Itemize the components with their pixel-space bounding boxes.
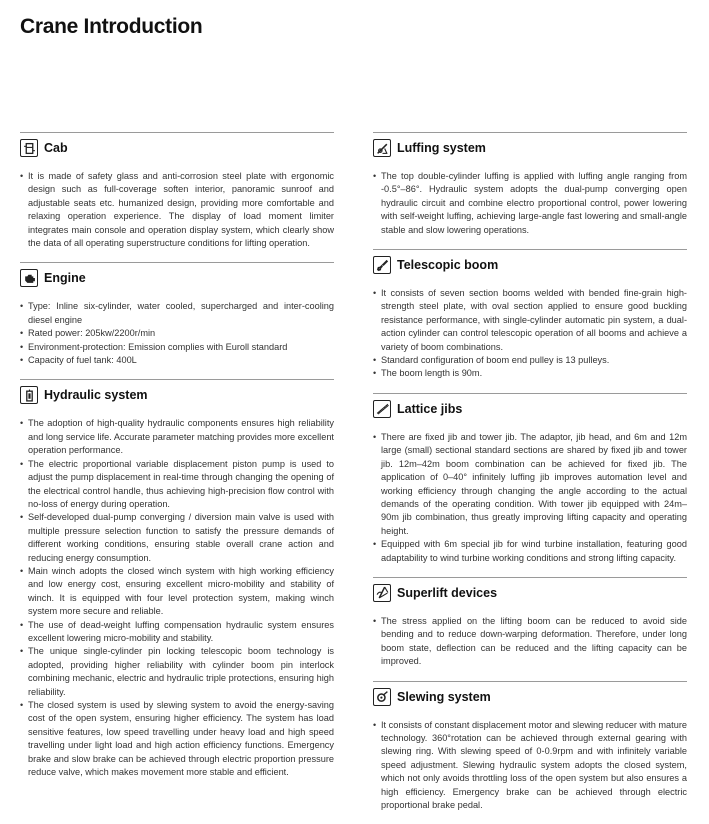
telescopic-boom-icon	[373, 256, 391, 274]
section-cab	[20, 132, 334, 254]
section-body	[373, 423, 687, 569]
section-title: Cab	[44, 141, 68, 155]
luffing-icon	[373, 139, 391, 157]
bullet-item: • The boom length is 90m.	[373, 367, 687, 380]
section-header	[373, 685, 687, 709]
section-header	[373, 581, 687, 605]
section-title: Telescopic boom	[397, 258, 499, 273]
section-title: Lattice jibs	[397, 401, 463, 416]
section-body	[373, 279, 687, 385]
section-engine	[20, 262, 334, 371]
section-body	[373, 162, 687, 241]
bullet-item: • It consists of seven section booms welded with bended fine-grain high-strength steel plate, with oval section applied to ensure good buckling resistance performance, with single-cylinder automatic pin system, a dual-action cylinder can control telescopic operation of all booms and achieve a variety of boom combinations.	[373, 287, 687, 354]
bullet-item: • Rated power: 205kw/2200r/min	[20, 327, 334, 340]
superlift-icon	[373, 584, 391, 602]
bullet-item: • The adoption of high-quality hydraulic components ensures high reliability and long service life. Accurate parameter matching provides more excellent operation performance.	[20, 417, 334, 457]
section-title: Superlift devices	[397, 585, 498, 600]
section-title: Luffing system	[397, 141, 486, 155]
section-body	[373, 711, 687, 817]
bullet-item: • The closed system is used by slewing system to avoid the energy-saving cost of the open system, ensuring higher efficiency. The system has load sensitive features, low speed travelling under heavy load and high speed travelling under light load and high action efficiency functions. Emergency brake and slow brake can be achieved through electric proportion pressure reduce valve, which makes movement more stable and efficient.	[20, 699, 334, 779]
section-header	[373, 136, 687, 160]
cab-icon	[20, 139, 38, 157]
bullet-item: • Equipped with 6m special jib for wind turbine installation, featuring good adaptability to wind turbine working conditions and strong lifting capacity.	[373, 538, 687, 565]
section-slewing-system	[373, 681, 687, 817]
bullet-item: • The unique single-cylinder pin locking telescopic boom technology is adopted, providing higher reliability with cylinder boom pin interlock combining mechanic, electric and hydraulic triple protections, ensuring high reliability.	[20, 645, 334, 699]
bullet-item: • It consists of constant displacement motor and slewing reducer with mature technology. 360°rotation can be achieved through external gearing with slewing ring. With slewing speed of 0-0.9rpm and with infinitely variable speed adjustment. Slewing hydraulic system adopts the closed system, which not only avoids throttling loss of the open system but also ensures a high efficiency. Emergency brake can be achieved through electric proportional brake pedal.	[373, 719, 687, 813]
section-title: Engine	[44, 271, 86, 286]
section-superlift-devices	[373, 577, 687, 673]
section-header	[20, 383, 334, 407]
right-column	[373, 132, 687, 824]
bullet-item: • Type: Inline six-cylinder, water cooled, supercharged and inter-cooling diesel engine	[20, 300, 334, 327]
section-header	[20, 136, 334, 160]
bullet-item: • The use of dead-weight luffing compensation hydraulic system ensures excellent lowering micro-mobility and stability.	[20, 619, 334, 646]
section-body	[20, 162, 334, 254]
section-hydraulic-system	[20, 379, 334, 783]
bullet-item: • The top double-cylinder luffing is applied with luffing angle ranging from -0.5°–86°. Hydraulic system adopts the dual-pump converging open hydraulic circuit and combine electro proportional control, power lowering with self-weight luffing, achieving large-angle fast lowering and small-angle stable and slow lowering operations.	[373, 170, 687, 237]
section-luffing-system	[373, 132, 687, 241]
section-header	[373, 397, 687, 421]
engine-icon	[20, 269, 38, 287]
lattice-jib-icon	[373, 400, 391, 418]
bullet-item: • There are fixed jib and tower jib. The adaptor, jib head, and 6m and 12m large (small) sectional standard sections are shared by fixed jib and tower jib. 12m–42m boom combination can be achieved for fixed jib. The application of 0–40° infinitely luffing jib improves automation level and working efficiency through changing the angle according to the actual demands of the operating condition. With tower jib equipped with 24m–90m jib combination, thus greatly improving lifting capacity and operating height.	[373, 431, 687, 538]
hydraulic-icon	[20, 386, 38, 404]
section-title: Slewing system	[397, 689, 491, 704]
bullet-item: • Capacity of fuel tank: 400L	[20, 354, 334, 367]
left-column	[20, 132, 334, 791]
bullet-item: • Standard configuration of boom end pulley is 13 pulleys.	[373, 354, 687, 367]
section-header	[373, 253, 687, 277]
bullet-item: • The electric proportional variable displacement piston pump is used to adjust the pump displacement in real-time through changing the opening of the electrical control handle, thus achieving high-precision flow control with no-loss of energy during operation.	[20, 458, 334, 512]
section-telescopic-boom	[373, 249, 687, 385]
slewing-icon	[373, 688, 391, 706]
bullet-item: • Self-developed dual-pump converging / diversion main valve is used with multiple pressure selection function to satisfy the pressure demands of different working conditions, ensuring stable overall crane action and reducing energy consumption.	[20, 511, 334, 565]
section-lattice-jibs	[373, 393, 687, 569]
section-body	[373, 607, 687, 673]
bullet-item: • It is made of safety glass and anti-corrosion steel plate with ergonomic design such as full-coverage soften interior, panoramic sunroof and adjustable seats etc. humanized design, providing more comfortable and relaxing operation experience. The display of load moment limiter integrates main console and operation display system, which clearly show the data of all operating superstructure conditions for lifting operation.	[20, 170, 334, 250]
section-body	[20, 292, 334, 371]
section-title: Hydraulic system	[44, 388, 148, 403]
section-body	[20, 409, 334, 783]
bullet-item: • Main winch adopts the closed winch system with high working efficiency and low energy cost, ensuring excellent micro-mobility and stability of winch. It is equipped with four level protection system, making winch system more secure and reliable.	[20, 565, 334, 619]
bullet-item: • The stress applied on the lifting boom can be reduced to avoid side bending and to reduce down-warping deformation. Therefore, under long boom state, deflection can be reduced and the lifting capacity can be improved.	[373, 615, 687, 669]
bullet-item: • Environment-protection: Emission complies with Euroll standard	[20, 341, 334, 354]
page-title: Crane Introduction	[20, 15, 203, 38]
section-header	[20, 266, 334, 290]
